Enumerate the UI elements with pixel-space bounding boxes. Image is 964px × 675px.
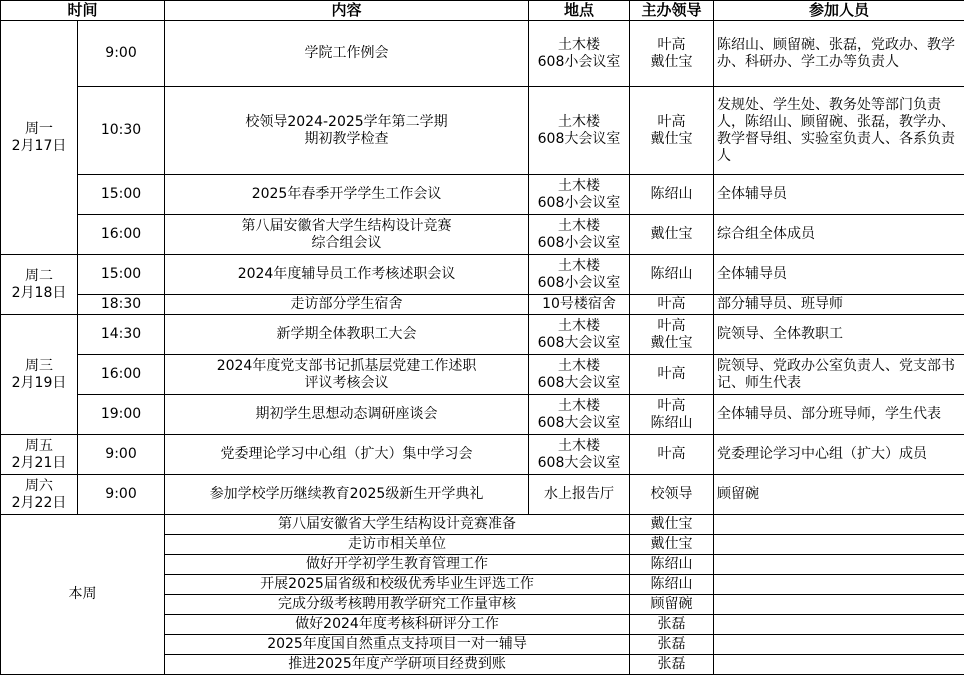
table-row (1, 87, 964, 175)
task-people (714, 615, 964, 635)
table-row (1, 395, 964, 435)
table-row (1, 215, 964, 255)
people-cell: 综合组全体成员 (714, 215, 964, 255)
table-row (1, 515, 964, 535)
content-cell: 新学期全体教职工大会 (165, 315, 529, 355)
content-cell: 参加学校学历继续教育2025级新生开学典礼 (165, 475, 529, 515)
people-cell: 全体辅导员 (714, 255, 964, 295)
task-people (714, 595, 964, 615)
time-cell: 16:00 (78, 355, 165, 395)
task-leader: 顾留碗 (630, 595, 714, 615)
place-cell: 土木楼 608大会议室 (529, 395, 630, 435)
people-cell: 全体辅导员、部分班导师，学生代表 (714, 395, 964, 435)
place-cell: 土木楼 608大会议室 (529, 315, 630, 355)
header-time: 时间 (1, 1, 165, 21)
people-cell: 陈绍山、顾留碗、张磊，党政办、教学办、科研办、学工办等负责人 (714, 21, 964, 87)
time-cell: 14:30 (78, 315, 165, 355)
time-cell: 19:00 (78, 395, 165, 435)
content-cell: 校领导2024-2025学年第二学期 期初教学检查 (165, 87, 529, 175)
leader-cell: 陈绍山 (630, 175, 714, 215)
header-place: 地点 (529, 1, 630, 21)
place-cell: 10号楼宿舍 (529, 295, 630, 315)
task-people (714, 575, 964, 595)
task-content: 推进2025年度产学研项目经费到账 (165, 655, 630, 675)
leader-cell: 叶高 戴仕宝 (630, 315, 714, 355)
day-label: 周一 2月17日 (1, 21, 78, 255)
task-leader: 张磊 (630, 635, 714, 655)
leader-cell: 陈绍山 (630, 255, 714, 295)
people-cell: 党委理论学习中心组（扩大）成员 (714, 435, 964, 475)
task-people (714, 655, 964, 675)
task-people (714, 515, 964, 535)
place-cell: 土木楼 608大会议室 (529, 87, 630, 175)
people-cell: 院领导、全体教职工 (714, 315, 964, 355)
content-cell: 学院工作例会 (165, 21, 529, 87)
time-cell: 9:00 (78, 475, 165, 515)
task-content: 走访市相关单位 (165, 535, 630, 555)
task-leader: 戴仕宝 (630, 535, 714, 555)
time-cell: 18:30 (78, 295, 165, 315)
task-leader: 戴仕宝 (630, 515, 714, 535)
people-cell: 发规处、学生处、教务处等部门负责人，陈绍山、顾留碗、张磊，教学办、教学督导组、实验室负责人、各系负责人 (714, 87, 964, 175)
task-people (714, 555, 964, 575)
task-leader: 张磊 (630, 615, 714, 635)
task-leader: 张磊 (630, 655, 714, 675)
place-cell: 土木楼 608大会议室 (529, 355, 630, 395)
leader-cell: 叶高 (630, 355, 714, 395)
table-row (1, 21, 964, 87)
time-cell: 10:30 (78, 87, 165, 175)
content-cell: 走访部分学生宿舍 (165, 295, 529, 315)
task-content: 第八届安徽省大学生结构设计竞赛准备 (165, 515, 630, 535)
time-cell: 9:00 (78, 435, 165, 475)
place-cell: 土木楼 608小会议室 (529, 215, 630, 255)
place-cell: 土木楼 608小会议室 (529, 255, 630, 295)
header-content: 内容 (165, 1, 529, 21)
leader-cell: 叶高 戴仕宝 (630, 21, 714, 87)
people-cell: 顾留碗 (714, 475, 964, 515)
day-label: 周二 2月18日 (1, 255, 78, 315)
people-cell: 全体辅导员 (714, 175, 964, 215)
place-cell: 水上报告厅 (529, 475, 630, 515)
task-content: 开展2025届省级和校级优秀毕业生评选工作 (165, 575, 630, 595)
leader-cell: 叶高 (630, 295, 714, 315)
table-row (1, 175, 964, 215)
day-label: 周三 2月19日 (1, 315, 78, 435)
table-row (1, 475, 964, 515)
table-row (1, 435, 964, 475)
task-content: 完成分级考核聘用教学研究工作量审核 (165, 595, 630, 615)
leader-cell: 戴仕宝 (630, 215, 714, 255)
time-cell: 9:00 (78, 21, 165, 87)
day-label: 周五 2月21日 (1, 435, 78, 475)
task-people (714, 535, 964, 555)
content-cell: 2024年度党支部书记抓基层党建工作述职 评议考核会议 (165, 355, 529, 395)
task-leader: 陈绍山 (630, 555, 714, 575)
place-cell: 土木楼 608小会议室 (529, 21, 630, 87)
table-row (1, 315, 964, 355)
content-cell: 2024年度辅导员工作考核述职会议 (165, 255, 529, 295)
content-cell: 期初学生思想动态调研座谈会 (165, 395, 529, 435)
leader-cell: 叶高 陈绍山 (630, 395, 714, 435)
header-people: 参加人员 (714, 1, 964, 21)
header-leader: 主办领导 (630, 1, 714, 21)
leader-cell: 校领导 (630, 475, 714, 515)
header-row (1, 1, 964, 21)
content-cell: 党委理论学习中心组（扩大）集中学习会 (165, 435, 529, 475)
people-cell: 部分辅导员、班导师 (714, 295, 964, 315)
task-content: 做好开学初学生教育管理工作 (165, 555, 630, 575)
table-row (1, 295, 964, 315)
table-row (1, 355, 964, 395)
week-label: 本周 (1, 515, 165, 675)
time-cell: 15:00 (78, 255, 165, 295)
day-label: 周六 2月22日 (1, 475, 78, 515)
task-people (714, 635, 964, 655)
time-cell: 15:00 (78, 175, 165, 215)
place-cell: 土木楼 608小会议室 (529, 175, 630, 215)
leader-cell: 叶高 戴仕宝 (630, 87, 714, 175)
people-cell: 院领导、党政办公室负责人、党支部书记、师生代表 (714, 355, 964, 395)
task-content: 做好2024年度考核科研评分工作 (165, 615, 630, 635)
place-cell: 土木楼 608大会议室 (529, 435, 630, 475)
content-cell: 第八届安徽省大学生结构设计竞赛 综合组会议 (165, 215, 529, 255)
task-leader: 陈绍山 (630, 575, 714, 595)
leader-cell: 叶高 (630, 435, 714, 475)
task-content: 2025年度国自然重点支持项目一对一辅导 (165, 635, 630, 655)
content-cell: 2025年春季开学学生工作会议 (165, 175, 529, 215)
table-row (1, 255, 964, 295)
time-cell: 16:00 (78, 215, 165, 255)
